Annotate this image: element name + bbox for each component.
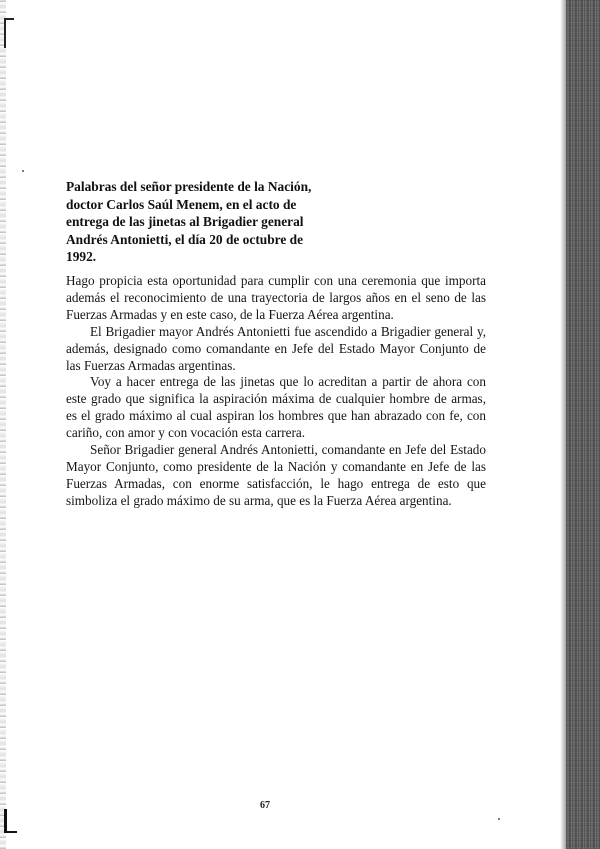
bottom-left-crop-mark [4, 809, 17, 833]
scan-speck [22, 170, 24, 172]
page-number: 67 [260, 800, 270, 811]
paragraph-4: Señor Brigadier general Andrés Antonietti, comandante en Jefe del Estado Mayor Conjunto, como presidente de la Nación y comandante en Jefe de las Fuerzas Armadas, con enorme satisfacción, le hago entrega de esto que simboliza el grado máximo de su arma, que es la Fuerza Aérea argentina. [66, 442, 486, 508]
paragraph-1: Hago propicia esta oportunidad para cumplir con una ceremonia que importa además el reconocimiento de una trayectoria de largos años en el seno de las Fuerzas Armadas y en este caso, de la Fuerza Aérea argentina. [66, 273, 486, 322]
top-left-crop-mark [4, 18, 14, 48]
paragraph-3: Voy a hacer entrega de las jinetas que lo acreditan a partir de ahora con este grado que significa la aspiración máxima de cualquier hombre de armas, es el grado máximo al cual aspiran los hombres que han abrazado con fe, con cariño, con amor y con vocación esta carrera. [66, 374, 486, 441]
speech-body [66, 273, 486, 510]
paragraph-2: El Brigadier mayor Andrés Antonietti fue ascendido a Brigadier general y, además, designado como comandante en Jefe del Estado Mayor Conjunto de las Fuerzas Armadas argentinas. [66, 323, 486, 373]
left-scan-edge [0, 0, 6, 849]
right-scan-edge [566, 0, 600, 849]
scan-speck [498, 818, 500, 820]
speech-title: Palabras del señor presidente de la Nación, doctor Carlos Saúl Menem, en el acto de entrega de las jinetas al Brigadier general Andrés Antonietti, el día 20 de octubre de 1992. [66, 179, 312, 264]
